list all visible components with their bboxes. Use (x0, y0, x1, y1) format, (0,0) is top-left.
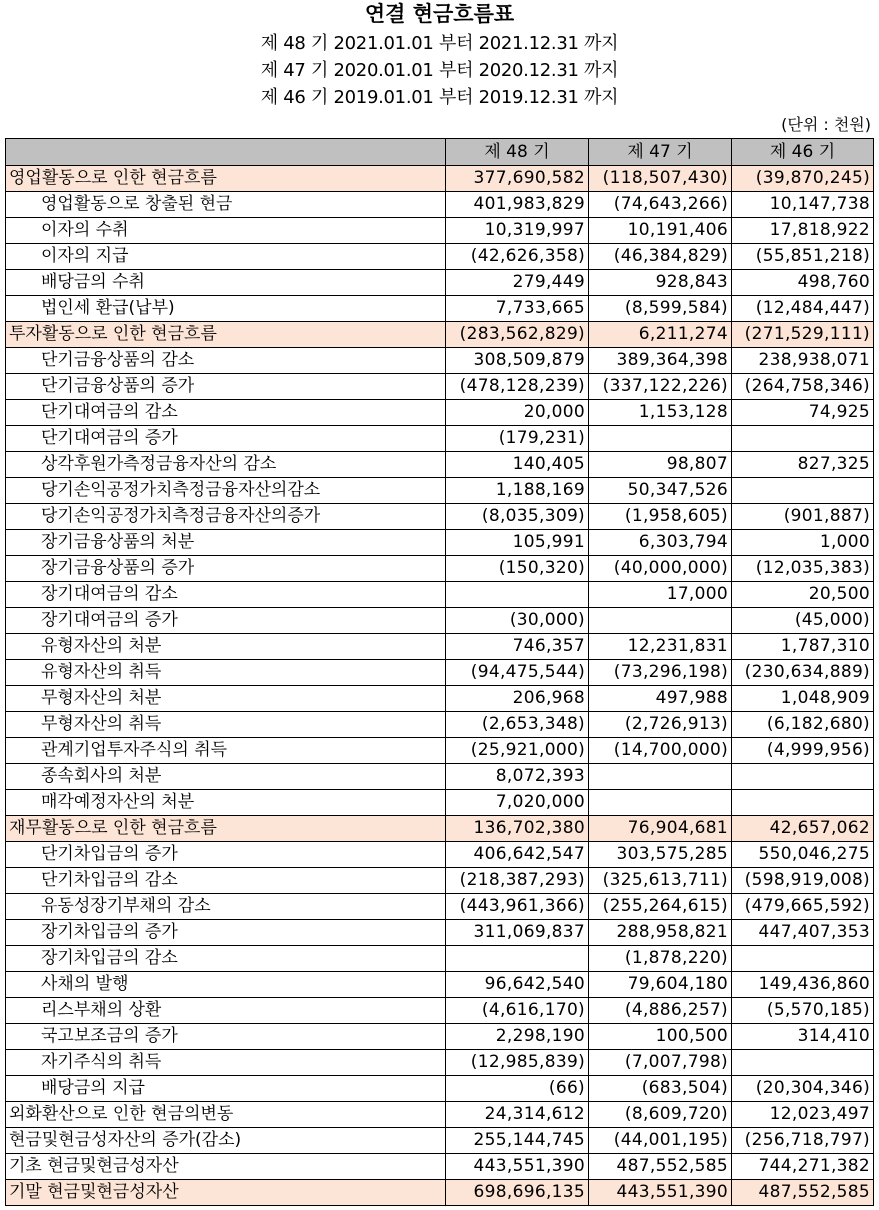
value-period-46: (45,000) (732, 608, 874, 634)
value-period-46: (6,182,680) (732, 712, 874, 738)
value-period-48: 20,000 (446, 400, 589, 426)
value-period-46: 744,271,382 (732, 1154, 874, 1180)
section-row (6, 322, 874, 348)
value-period-47: (44,001,195) (589, 1128, 732, 1154)
row-label: 국고보조금의 증가 (6, 1024, 446, 1050)
row-label: 유형자산의 처분 (6, 634, 446, 660)
table-header-row (6, 139, 874, 166)
value-period-47: 10,191,406 (589, 218, 732, 244)
value-period-48: (218,387,293) (446, 868, 589, 894)
row-label: 단기차입금의 감소 (6, 868, 446, 894)
value-period-47: (325,613,711) (589, 868, 732, 894)
table-row (6, 218, 874, 244)
value-period-48: 255,144,745 (446, 1128, 589, 1154)
value-period-47: 100,500 (589, 1024, 732, 1050)
period-line-47: 제 47 기 2020.01.01 부터 2020.12.31 까지 (260, 60, 619, 81)
value-period-47: 389,364,398 (589, 348, 732, 374)
value-period-47: 50,347,526 (589, 478, 732, 504)
value-period-47 (589, 764, 732, 790)
row-label: 투자활동으로 인한 현금흐름 (6, 322, 446, 348)
value-period-46: 487,552,585 (732, 1180, 874, 1206)
value-period-46: 447,407,353 (732, 920, 874, 946)
value-period-48: (66) (446, 1076, 589, 1102)
value-period-46 (732, 1050, 874, 1076)
value-period-48: 206,968 (446, 686, 589, 712)
value-period-47: 303,575,285 (589, 842, 732, 868)
value-period-48 (446, 946, 589, 972)
row-label: 유형자산의 취득 (6, 660, 446, 686)
row-label: 기초 현금및현금성자산 (6, 1154, 446, 1180)
value-period-47: 487,552,585 (589, 1154, 732, 1180)
table-row (6, 1076, 874, 1102)
value-period-47: 17,000 (589, 582, 732, 608)
row-label: 외화환산으로 인한 현금의변동 (6, 1102, 446, 1128)
value-period-47: (73,296,198) (589, 660, 732, 686)
value-period-46 (732, 478, 874, 504)
document-title: 연결 현금흐름표 (364, 2, 515, 26)
table-row (6, 426, 874, 452)
header-label (6, 139, 446, 166)
value-period-46: (12,484,447) (732, 296, 874, 322)
value-period-48: 10,319,997 (446, 218, 589, 244)
value-period-48: 105,991 (446, 530, 589, 556)
value-period-48: 2,298,190 (446, 1024, 589, 1050)
value-period-47: 12,231,831 (589, 634, 732, 660)
row-label: 종속회사의 처분 (6, 764, 446, 790)
table-row (6, 1050, 874, 1076)
value-period-47: (7,007,798) (589, 1050, 732, 1076)
table-row (6, 348, 874, 374)
value-period-48: 698,696,135 (446, 1180, 589, 1206)
value-period-46: (4,999,956) (732, 738, 874, 764)
row-label: 단기차입금의 증가 (6, 842, 446, 868)
table-row (6, 452, 874, 478)
value-period-48: 136,702,380 (446, 816, 589, 842)
value-period-48: 401,983,829 (446, 192, 589, 218)
value-period-48 (446, 582, 589, 608)
value-period-48: (4,616,170) (446, 998, 589, 1024)
value-period-48: (179,231) (446, 426, 589, 452)
row-label: 단기대여금의 증가 (6, 426, 446, 452)
value-period-48: 140,405 (446, 452, 589, 478)
value-period-47: 928,843 (589, 270, 732, 296)
table-row (6, 478, 874, 504)
table-row (6, 920, 874, 946)
value-period-47: (683,504) (589, 1076, 732, 1102)
value-period-46: 498,760 (732, 270, 874, 296)
value-period-46: 17,818,922 (732, 218, 874, 244)
value-period-46: 1,787,310 (732, 634, 874, 660)
table-row (6, 712, 874, 738)
table-row (6, 894, 874, 920)
value-period-46 (732, 426, 874, 452)
period-line-46: 제 46 기 2019.01.01 부터 2019.12.31 까지 (260, 87, 619, 108)
table-row (6, 634, 874, 660)
table-row (6, 270, 874, 296)
value-period-46: (256,718,797) (732, 1128, 874, 1154)
row-label: 장기금융상품의 처분 (6, 530, 446, 556)
value-period-47: 6,303,794 (589, 530, 732, 556)
value-period-48: 279,449 (446, 270, 589, 296)
row-label: 상각후원가측정금융자산의 감소 (6, 452, 446, 478)
value-period-48: 443,551,390 (446, 1154, 589, 1180)
value-period-47: (255,264,615) (589, 894, 732, 920)
section-row (6, 816, 874, 842)
value-period-47: (4,886,257) (589, 998, 732, 1024)
header-period-48: 제 48 기 (446, 139, 589, 166)
table-row (6, 400, 874, 426)
value-period-48: (30,000) (446, 608, 589, 634)
row-label: 매각예정자산의 처분 (6, 790, 446, 816)
row-label: 사채의 발행 (6, 972, 446, 998)
period-line-48: 제 48 기 2021.01.01 부터 2021.12.31 까지 (260, 33, 619, 54)
value-period-47: 443,551,390 (589, 1180, 732, 1206)
row-label: 법인세 환급(납부) (6, 296, 446, 322)
row-label: 당기손익공정가치측정금융자산의증가 (6, 504, 446, 530)
row-label: 무형자산의 처분 (6, 686, 446, 712)
value-period-47 (589, 608, 732, 634)
row-label: 무형자산의 취득 (6, 712, 446, 738)
value-period-47: (2,726,913) (589, 712, 732, 738)
value-period-48: (42,626,358) (446, 244, 589, 270)
value-period-47: 6,211,274 (589, 322, 732, 348)
value-period-46: 314,410 (732, 1024, 874, 1050)
value-period-46: (20,304,346) (732, 1076, 874, 1102)
row-label: 현금및현금성자산의 증가(감소) (6, 1128, 446, 1154)
value-period-48: (94,475,544) (446, 660, 589, 686)
section-row (6, 1180, 874, 1206)
value-period-47 (589, 790, 732, 816)
value-period-48: 7,020,000 (446, 790, 589, 816)
row-label: 자기주식의 취득 (6, 1050, 446, 1076)
value-period-46: 1,000 (732, 530, 874, 556)
table-row (6, 738, 874, 764)
value-period-46: (5,570,185) (732, 998, 874, 1024)
value-period-48: 308,509,879 (446, 348, 589, 374)
table-row (6, 556, 874, 582)
table-row (6, 946, 874, 972)
header-period-46: 제 46 기 (732, 139, 874, 166)
value-period-46: (901,887) (732, 504, 874, 530)
table-row (6, 686, 874, 712)
table-row (6, 582, 874, 608)
value-period-46: (230,634,889) (732, 660, 874, 686)
row-label: 장기차입금의 감소 (6, 946, 446, 972)
row-label: 장기금융상품의 증가 (6, 556, 446, 582)
value-period-48: 406,642,547 (446, 842, 589, 868)
value-period-46: 550,046,275 (732, 842, 874, 868)
section-row (6, 166, 874, 192)
table-body (6, 166, 874, 1206)
value-period-48: (25,921,000) (446, 738, 589, 764)
value-period-48: (283,562,829) (446, 322, 589, 348)
value-period-47: 1,153,128 (589, 400, 732, 426)
total-row (6, 1154, 874, 1180)
table-row (6, 244, 874, 270)
value-period-46 (732, 790, 874, 816)
row-label: 장기대여금의 감소 (6, 582, 446, 608)
table-row (6, 192, 874, 218)
value-period-46: 10,147,738 (732, 192, 874, 218)
value-period-47: (8,609,720) (589, 1102, 732, 1128)
value-period-48: 8,072,393 (446, 764, 589, 790)
value-period-48: (478,128,239) (446, 374, 589, 400)
value-period-47: 497,988 (589, 686, 732, 712)
value-period-47: 76,904,681 (589, 816, 732, 842)
cash-flow-table (5, 138, 874, 1206)
value-period-47 (589, 426, 732, 452)
value-period-48: (443,961,366) (446, 894, 589, 920)
value-period-48: (150,320) (446, 556, 589, 582)
row-label: 리스부채의 상환 (6, 998, 446, 1024)
row-label: 영업활동으로 인한 현금흐름 (6, 166, 446, 192)
table-row (6, 374, 874, 400)
value-period-46: 149,436,860 (732, 972, 874, 998)
row-label: 유동성장기부채의 감소 (6, 894, 446, 920)
row-label: 관계기업투자주식의 취득 (6, 738, 446, 764)
value-period-48: (12,985,839) (446, 1050, 589, 1076)
table-row (6, 296, 874, 322)
value-period-47: (14,700,000) (589, 738, 732, 764)
value-period-46: 827,325 (732, 452, 874, 478)
value-period-46: (598,919,008) (732, 868, 874, 894)
table-row (6, 608, 874, 634)
value-period-46: (39,870,245) (732, 166, 874, 192)
value-period-46: 238,938,071 (732, 348, 874, 374)
value-period-46: 1,048,909 (732, 686, 874, 712)
row-label: 장기차입금의 증가 (6, 920, 446, 946)
value-period-46: 20,500 (732, 582, 874, 608)
value-period-48: 24,314,612 (446, 1102, 589, 1128)
value-period-47: (1,958,605) (589, 504, 732, 530)
value-period-48: 96,642,540 (446, 972, 589, 998)
value-period-47: (8,599,584) (589, 296, 732, 322)
table-row (6, 1024, 874, 1050)
table-row (6, 998, 874, 1024)
value-period-47: (1,878,220) (589, 946, 732, 972)
row-label: 이자의 지급 (6, 244, 446, 270)
value-period-47: 79,604,180 (589, 972, 732, 998)
value-period-48: 1,188,169 (446, 478, 589, 504)
value-period-46 (732, 764, 874, 790)
table-row (6, 764, 874, 790)
row-label: 단기금융상품의 증가 (6, 374, 446, 400)
table-row (6, 790, 874, 816)
row-label: 배당금의 지급 (6, 1076, 446, 1102)
header-period-47: 제 47 기 (589, 139, 732, 166)
total-row (6, 1128, 874, 1154)
value-period-46: 74,925 (732, 400, 874, 426)
value-period-46: (264,758,346) (732, 374, 874, 400)
row-label: 기말 현금및현금성자산 (6, 1180, 446, 1206)
unit-label: (단위 : 천원) (781, 115, 871, 134)
value-period-47: 288,958,821 (589, 920, 732, 946)
row-label: 배당금의 수취 (6, 270, 446, 296)
row-label: 영업활동으로 창출된 현금 (6, 192, 446, 218)
table-row (6, 868, 874, 894)
row-label: 이자의 수취 (6, 218, 446, 244)
value-period-46: (479,665,592) (732, 894, 874, 920)
table-row (6, 660, 874, 686)
total-row (6, 1102, 874, 1128)
value-period-47: (46,384,829) (589, 244, 732, 270)
value-period-47: (337,122,226) (589, 374, 732, 400)
value-period-46: 12,023,497 (732, 1102, 874, 1128)
value-period-47: (74,643,266) (589, 192, 732, 218)
value-period-47: (40,000,000) (589, 556, 732, 582)
value-period-47: (118,507,430) (589, 166, 732, 192)
table-row (6, 530, 874, 556)
row-label: 장기대여금의 증가 (6, 608, 446, 634)
value-period-46: 42,657,062 (732, 816, 874, 842)
row-label: 당기손익공정가치측정금융자산의감소 (6, 478, 446, 504)
value-period-48: 377,690,582 (446, 166, 589, 192)
table-row (6, 842, 874, 868)
value-period-46 (732, 946, 874, 972)
value-period-47: 98,807 (589, 452, 732, 478)
row-label: 단기대여금의 감소 (6, 400, 446, 426)
row-label: 재무활동으로 인한 현금흐름 (6, 816, 446, 842)
value-period-46: (55,851,218) (732, 244, 874, 270)
value-period-46: (12,035,383) (732, 556, 874, 582)
value-period-48: 746,357 (446, 634, 589, 660)
row-label: 단기금융상품의 감소 (6, 348, 446, 374)
value-period-48: (8,035,309) (446, 504, 589, 530)
value-period-48: 7,733,665 (446, 296, 589, 322)
table-row (6, 504, 874, 530)
value-period-48: (2,653,348) (446, 712, 589, 738)
table-row (6, 972, 874, 998)
value-period-48: 311,069,837 (446, 920, 589, 946)
value-period-46: (271,529,111) (732, 322, 874, 348)
